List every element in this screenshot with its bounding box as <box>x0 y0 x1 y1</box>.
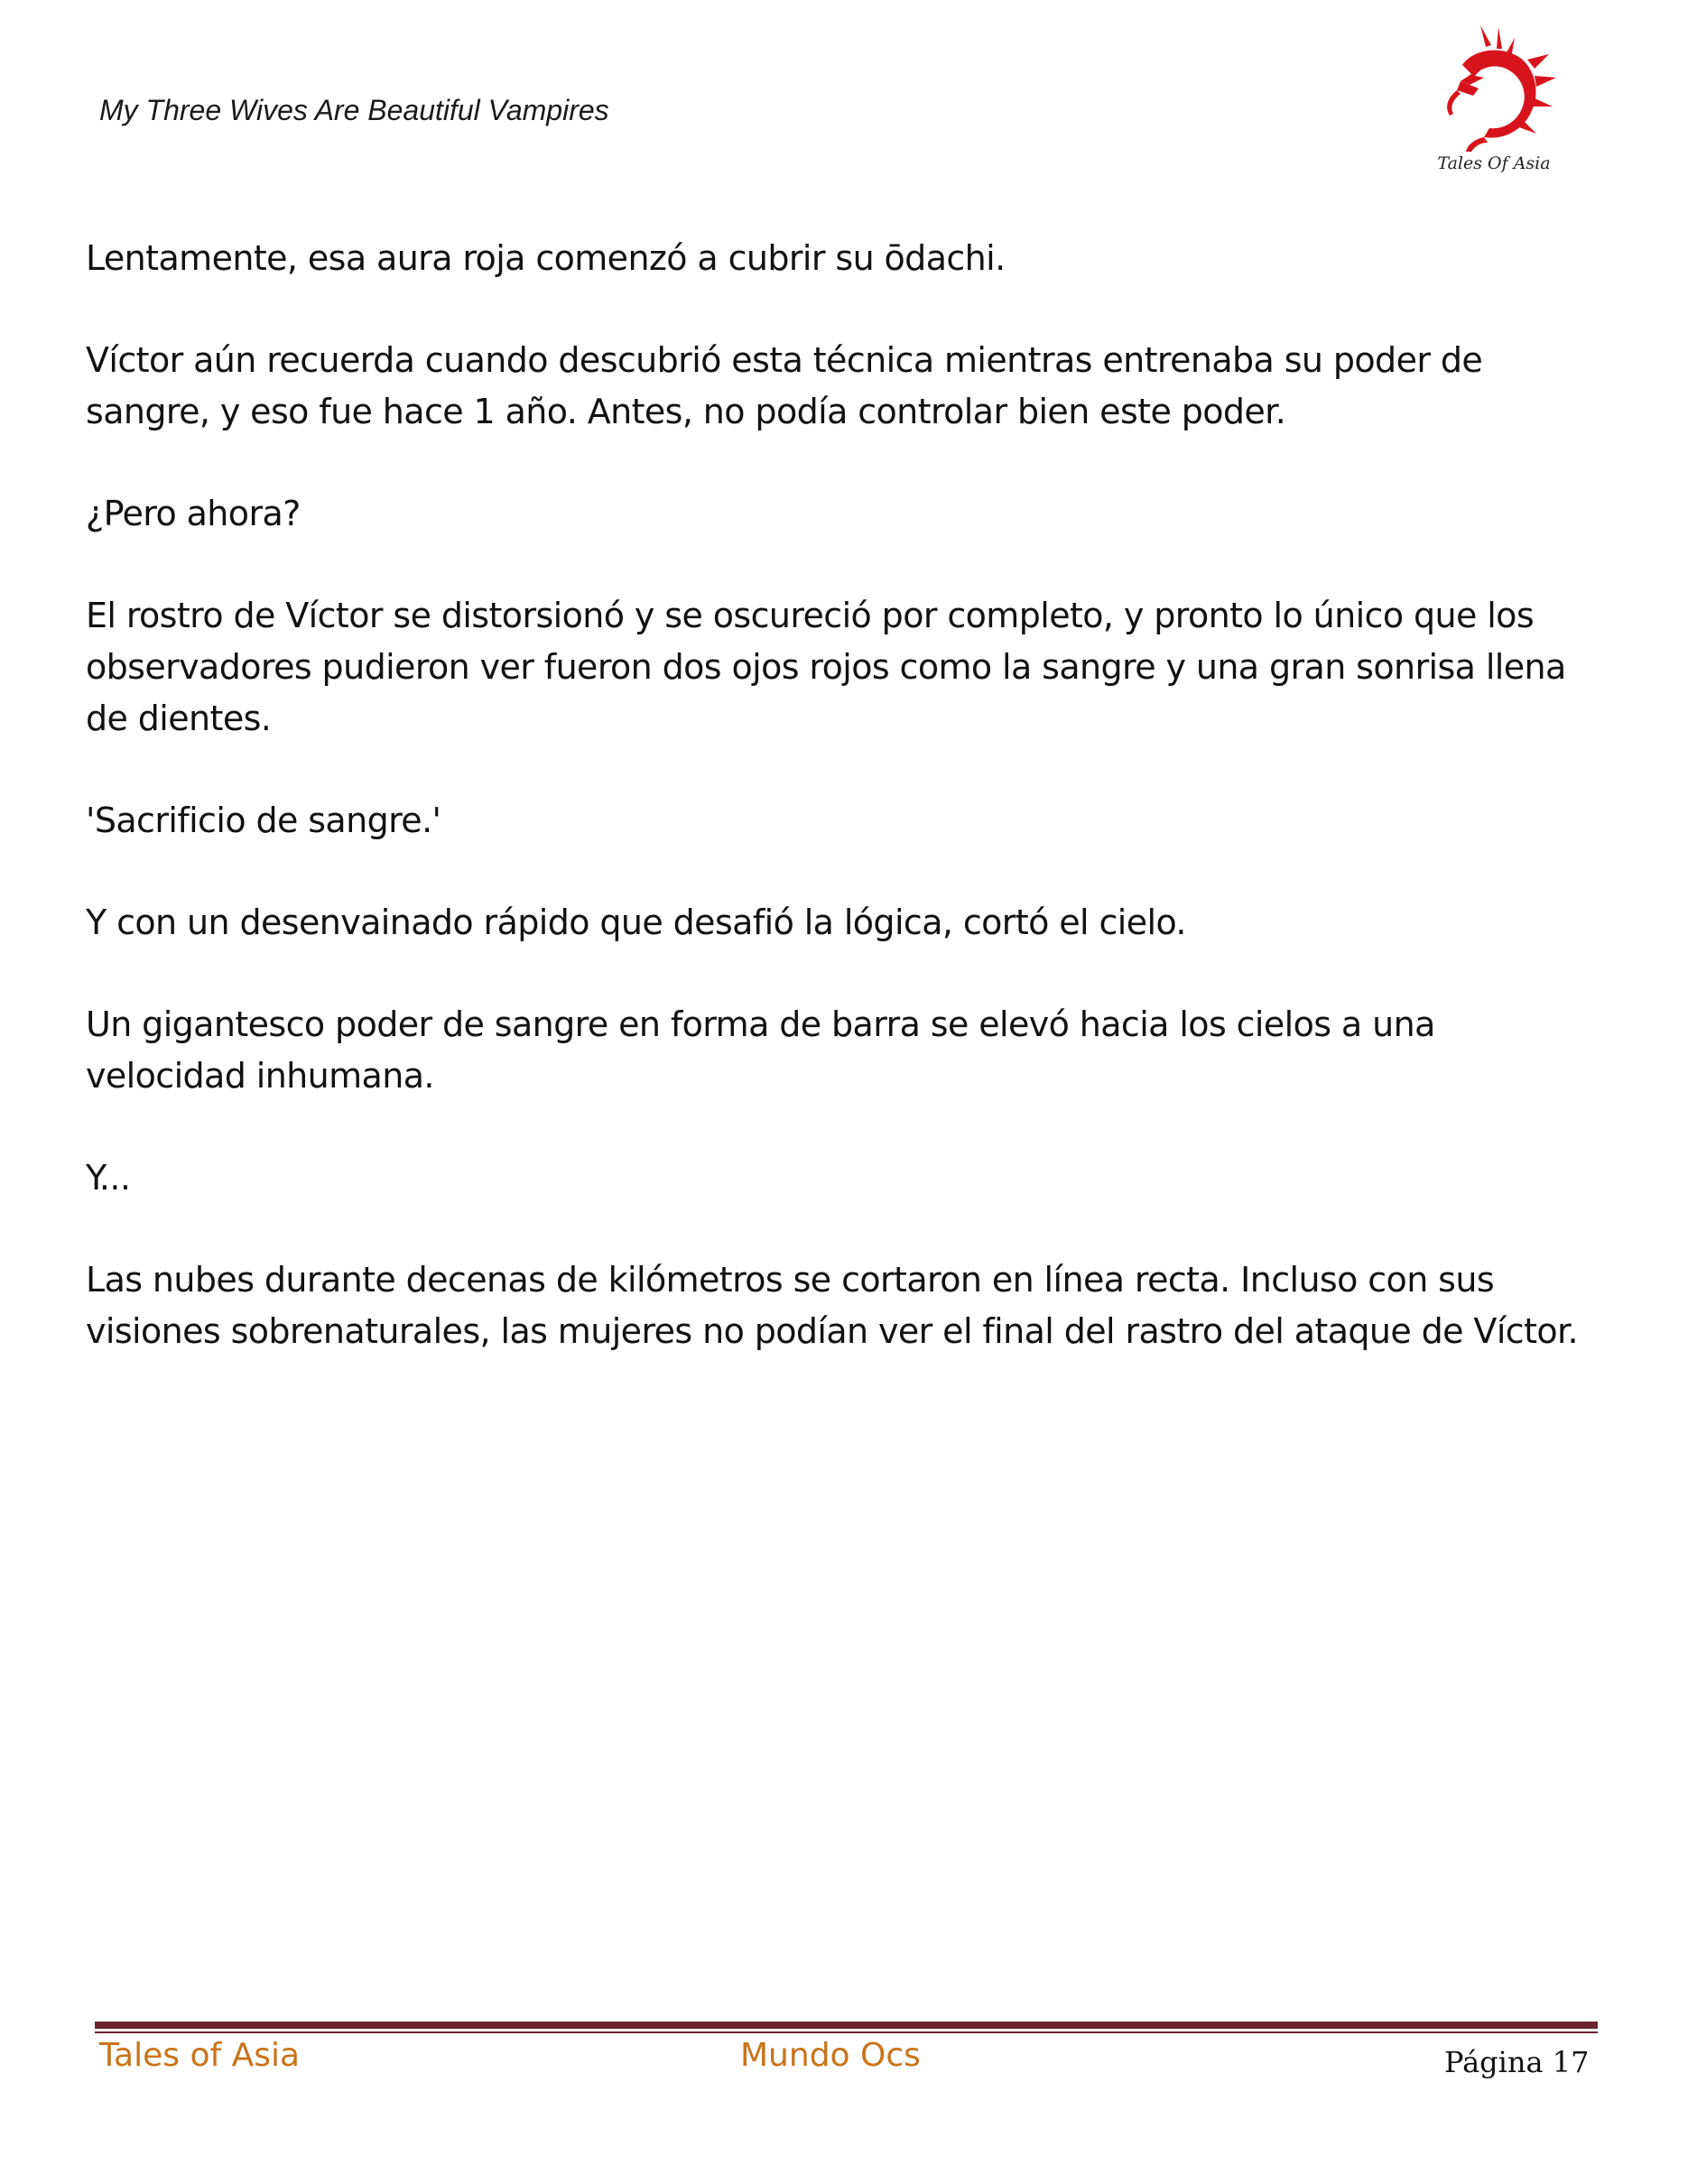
text-line: de dientes. <box>86 699 272 738</box>
footer-publisher: Tales of Asia <box>99 2037 301 2074</box>
dragon-icon <box>1426 18 1562 153</box>
document-header-title: My Three Wives Are Beautiful Vampires <box>99 94 609 126</box>
paragraph <box>86 590 1620 745</box>
text-line: Un gigantesco poder de sangre en forma de barra se elevó hacia los cielos a una <box>86 1004 1435 1044</box>
text-line: Lentamente, esa aura roja comenzó a cubrir su ōdachi. <box>86 238 1006 278</box>
document-body <box>86 233 1620 1408</box>
paragraph <box>86 1254 1620 1357</box>
footer-divider-thick <box>95 2022 1598 2029</box>
footer-divider <box>95 2022 1598 2033</box>
footer-section: Mundo Ocs <box>740 2037 921 2074</box>
paragraph <box>86 335 1620 438</box>
paragraph <box>86 488 1620 540</box>
paragraph <box>86 999 1620 1102</box>
text-line: Y... <box>86 1158 131 1198</box>
tales-of-asia-logo <box>1426 18 1562 180</box>
logo-text: Tales Of Asia <box>1437 153 1551 173</box>
paragraph <box>86 233 1620 284</box>
text-line: El rostro de Víctor se distorsionó y se oscureció por completo, y pronto lo único que los <box>86 596 1535 635</box>
text-line: Las nubes durante decenas de kilómetros se cortaron en línea recta. Incluso con sus <box>86 1260 1495 1300</box>
text-line: visiones sobrenaturales, las mujeres no podían ver el final del rastro del ataque de Víctor. <box>86 1311 1579 1351</box>
text-line: 'Sacrificio de sangre.' <box>86 800 441 840</box>
text-line: Víctor aún recuerda cuando descubrió esta técnica mientras entrenaba su poder de <box>86 340 1483 380</box>
text-line: observadores pudieron ver fueron dos ojos rojos como la sangre y una gran sonrisa llena <box>86 647 1566 687</box>
text-line: sangre, y eso fue hace 1 año. Antes, no podía controlar bien este poder. <box>86 392 1286 431</box>
page-number: Página 17 <box>1444 2045 1590 2079</box>
paragraph <box>86 1152 1620 1204</box>
text-line: ¿Pero ahora? <box>86 494 301 533</box>
paragraph <box>86 897 1620 949</box>
text-line: velocidad inhumana. <box>86 1056 434 1096</box>
footer-divider-thin <box>95 2031 1598 2033</box>
text-line: Y con un desenvainado rápido que desafió la lógica, cortó el cielo. <box>86 902 1186 942</box>
paragraph <box>86 795 1620 847</box>
